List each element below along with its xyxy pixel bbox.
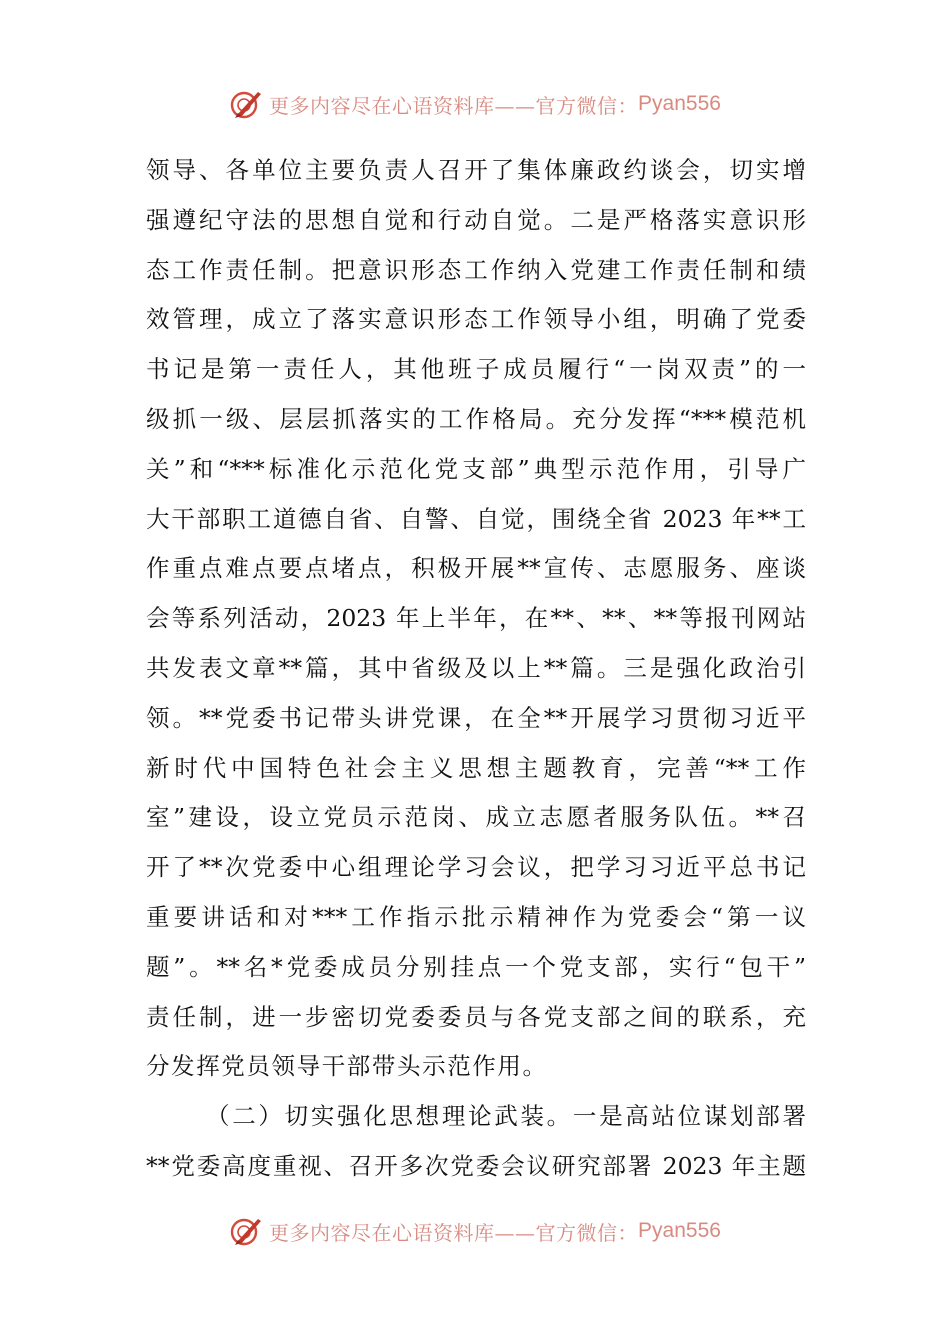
text-line: 强遵纪守法的思想自觉和行动自觉。二是严格落实意识形 [146,205,806,234]
pen-logo-icon [229,1214,263,1248]
text-line-paragraph-end: 分发挥党员领导干部带头示范作用。 [146,1052,548,1081]
banner-wechat-id: Pyan556 [638,1219,721,1242]
text-line: 大干部职工道德自省、自警、自觉，围绕全省 2023 年**工 [146,504,806,533]
text-line: **党委高度重视、召开多次党委会议研究部署 2023 年主题 [146,1151,806,1180]
banner-text: 更多内容尽在心语资料库——官方微信： [269,1220,639,1245]
pen-logo-icon [229,87,263,121]
banner-wechat-id: Pyan556 [638,92,721,115]
text-line: 开了**次党委中心组理论学习会议，把学习习近平总书记 [146,853,806,882]
text-line: 新时代中国特色社会主义思想主题教育，完善“**工作 [146,753,806,782]
section-heading-line: （二）切实强化思想理论武装。一是高站位谋划部署 [206,1102,806,1131]
text-line: 领。**党委书记带头讲党课，在全**开展学习贯彻习近平 [146,703,806,732]
text-line: 重要讲话和对***工作指示批示精神作为党委会“第一议 [146,902,806,931]
document-body [146,146,806,1192]
text-line: 题”。**名*党委成员分别挂点一个党支部，实行“包干” [146,952,806,981]
header-watermark-banner [0,84,950,124]
text-line: 态工作责任制。把意识形态工作纳入党建工作责任制和绩 [146,255,806,284]
text-line: 共发表文章**篇，其中省级及以上**篇。三是强化政治引 [146,653,806,682]
text-line: 关”和“***标准化示范化党支部”典型示范作用，引导广 [146,454,806,483]
text-line: 责任制，进一步密切党委委员与各党支部之间的联系，充 [146,1002,806,1031]
text-line: 室”建设，设立党员示范岗、成立志愿者服务队伍。**召 [146,803,806,832]
text-line: 领导、各单位主要负责人召开了集体廉政约谈会，切实增 [146,156,806,184]
text-line: 级抓一级、层层抓落实的工作格局。充分发挥“***模范机 [146,404,806,433]
text-line: 书记是第一责任人，其他班子成员履行“一岗双责”的一 [146,355,806,384]
footer-watermark-banner [0,1211,950,1251]
text-line: 效管理，成立了落实意识形态工作领导小组，明确了党委 [146,305,806,334]
text-line: 会等系列活动，2023 年上半年，在**、**、**等报刊网站 [146,604,806,633]
banner-text: 更多内容尽在心语资料库——官方微信： [269,93,639,118]
text-line: 作重点难点要点堵点，积极开展**宣传、志愿服务、座谈 [146,554,806,583]
